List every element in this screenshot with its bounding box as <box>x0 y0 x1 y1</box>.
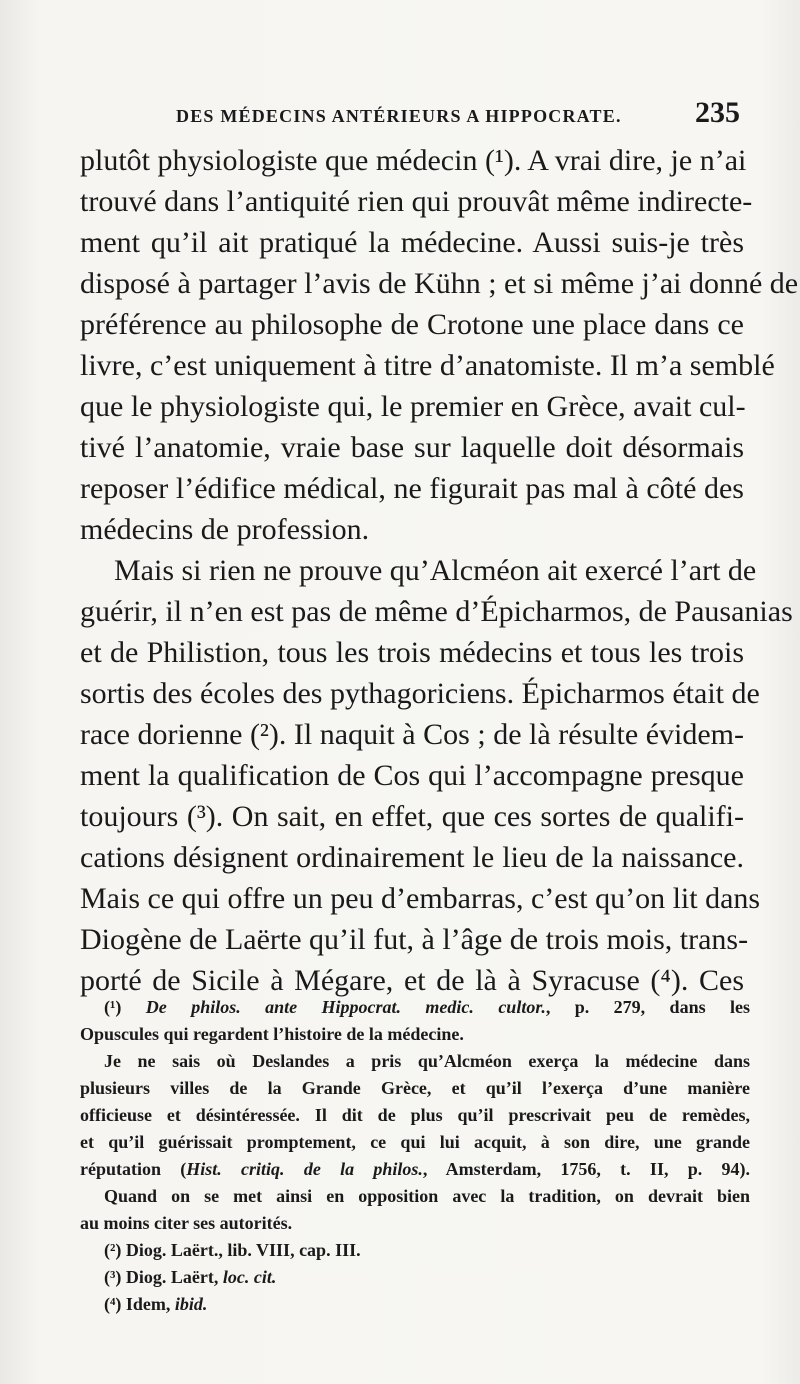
footnote-1 <box>80 994 750 1021</box>
body-line: reposer l’édifice médical, ne figurait pas mal à côté des <box>80 472 744 505</box>
footnote-reference: ibid. <box>174 1294 208 1314</box>
footnote-marker: (¹) <box>104 997 122 1017</box>
footnote-line: au moins citer ses autorités. <box>80 1213 293 1233</box>
body-line: livre, c’est uniquement à titre d’anatomiste. Il m’a semblé <box>80 349 775 382</box>
footnote-text: (³) Diog. Laërt, <box>104 1267 223 1287</box>
page-number: 235 <box>695 96 740 129</box>
body-line: trouvé dans l’antiquité rien qui prouvât même indirecte- <box>80 185 753 218</box>
footnote-line: officieuse et désintéressée. Il dit de plus qu’il prescrivait peu de remèdes, <box>80 1105 750 1125</box>
running-head <box>80 96 740 136</box>
body-line: Mais ce qui offre un peu d’embarras, c’est qu’on lit dans <box>80 882 761 915</box>
footnote-text: , Amsterdam, 1756, t. II, p. 94). <box>422 1159 750 1179</box>
body-line: ment la qualification de Cos qui l’accompagne presque <box>80 759 744 792</box>
footnote-text: réputation ( <box>80 1159 187 1179</box>
body-line: race dorienne (²). Il naquit à Cos ; de là résulte évidem- <box>80 718 744 751</box>
footnote-line: Opuscules qui regardent l’histoire de la médecine. <box>80 1024 464 1044</box>
footnote-line: plusieurs villes de la Grande Grèce, et qu’il l’exerça d’une manière <box>80 1078 750 1098</box>
footnote-line: et qu’il guérissait promptement, ce qui lui acquit, à son dire, une grande <box>80 1132 750 1152</box>
footnote-text: , p. 279, dans les <box>545 997 750 1017</box>
footnote-4 <box>80 1291 750 1318</box>
footnote-line: Quand on se met ainsi en opposition avec la tradition, on devrait bien <box>104 1186 750 1206</box>
body-line: cations désignent ordinairement le lieu de la naissance. <box>80 841 744 874</box>
body-text <box>80 140 799 1001</box>
footnote-title: Hist. critiq. de la philos. <box>186 1159 423 1179</box>
footnote-line <box>80 1156 750 1183</box>
body-line: toujours (³). On sait, en effet, que ces sortes de qualifi- <box>80 800 744 833</box>
body-line: porté de Sicile à Mégare, et de là à Syracuse (⁴). Ces <box>80 964 744 997</box>
footnotes <box>80 994 750 1318</box>
body-line: que le physiologiste qui, le premier en Grèce, avait cul- <box>80 390 746 423</box>
body-line: et de Philistion, tous les trois médecins et tous les trois <box>80 636 744 669</box>
body-line: préférence au philosophe de Crotone une place dans ce <box>80 308 744 341</box>
body-line: médecins de profession. <box>80 513 370 546</box>
body-line: guérir, il n’en est pas de même d’Épicharmos, de Pausanias <box>80 595 793 628</box>
body-line: tivé l’anatomie, vraie base sur laquelle doit désormais <box>80 431 744 464</box>
footnote-3 <box>80 1264 750 1291</box>
footnote-reference: loc. cit. <box>222 1267 277 1287</box>
body-line: ment qu’il ait pratiqué la médecine. Aussi suis-je très <box>80 226 744 259</box>
running-title: DES MÉDECINS ANTÉRIEURS A HIPPOCRATE. <box>176 106 622 126</box>
footnote-text: (⁴) Idem, <box>104 1294 175 1314</box>
body-line: sortis des écoles des pythagoriciens. Épicharmos était de <box>80 677 760 710</box>
body-line: plutôt physiologiste que médecin (¹). A vrai dire, je n’ai <box>80 144 747 177</box>
body-line: disposé à partager l’avis de Kühn ; et si même j’ai donné de <box>80 267 799 300</box>
footnote-line: Je ne sais où Deslandes a pris qu’Alcméon exerça la médecine dans <box>104 1051 750 1071</box>
body-line: Diogène de Laërte qu’il fut, à l’âge de trois mois, trans- <box>80 923 749 956</box>
footnote-title: De philos. ante Hippocrat. medic. cultor. <box>145 997 546 1017</box>
footnote-2: (²) Diog. Laërt., lib. VIII, cap. III. <box>104 1240 361 1260</box>
body-line: Mais si rien ne prouve qu’Alcméon ait exercé l’art de <box>114 554 757 587</box>
